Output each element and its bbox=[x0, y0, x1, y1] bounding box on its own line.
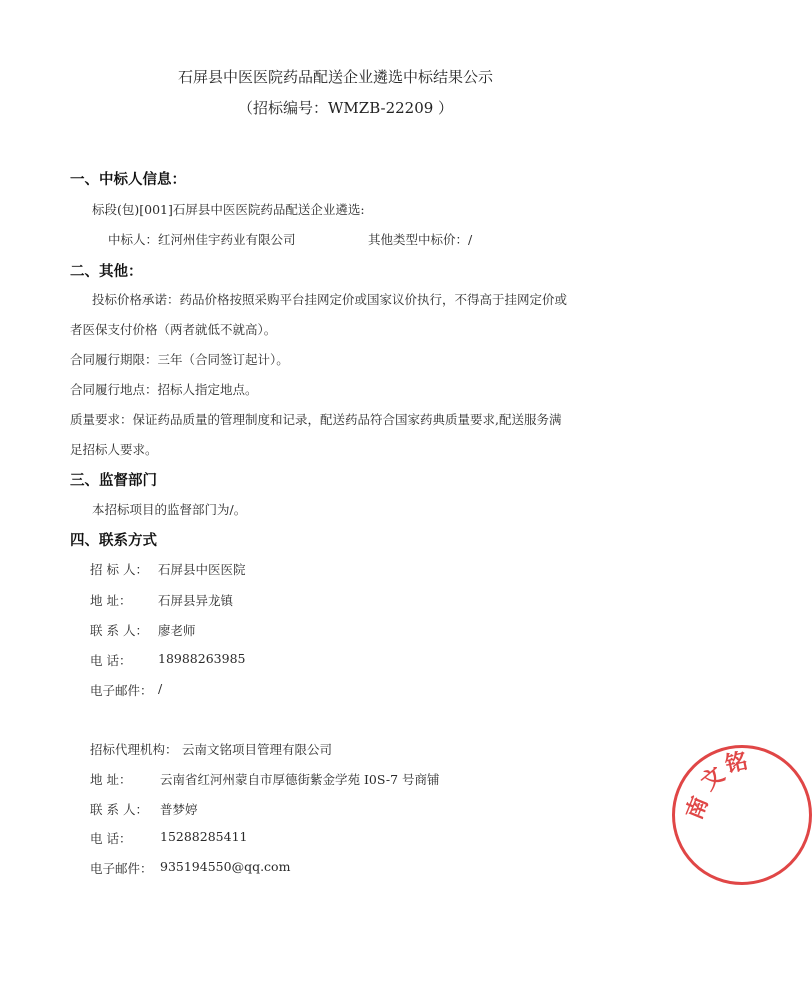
buyer-email-value: / bbox=[158, 681, 163, 696]
section-heading-other: 二、其他： bbox=[70, 264, 143, 280]
buyer-address-value: 石屏县异龙镇 bbox=[158, 593, 234, 608]
document-subtitle: （招标编号：WMZB-22209 ） bbox=[238, 99, 454, 117]
buyer-phone-value: 18988263985 bbox=[158, 651, 246, 666]
section-heading-supervision: 三、监督部门 bbox=[70, 473, 157, 489]
price-commitment-line-2: 者医保支付价格（两者就低不就高）。 bbox=[70, 322, 277, 337]
seal-char: 南 bbox=[682, 793, 714, 824]
winner-name: 中标人：红河州佳宇药业有限公司 bbox=[108, 232, 296, 247]
agency-email-value: 935194550@qq.com bbox=[160, 859, 291, 874]
agency-phone-label: 电 话： bbox=[90, 831, 132, 846]
agency-contact-value: 普梦婷 bbox=[160, 802, 198, 817]
quality-requirement-line-1: 质量要求：保证药品质量的管理制度和记录，配送药品符合国家药典质量要求,配送服务满 bbox=[70, 412, 562, 427]
agency-value: 云南文铭项目管理有限公司 bbox=[182, 742, 333, 757]
agency-email-label: 电子邮件： bbox=[90, 861, 153, 876]
buyer-contact-value: 廖老师 bbox=[158, 623, 196, 638]
buyer-value: 石屏县中医医院 bbox=[158, 562, 246, 577]
winner-price: 其他类型中标价：/ bbox=[368, 232, 473, 247]
price-commitment-line-1: 投标价格承诺：药品价格按照采购平台挂网定价或国家议价执行，不得高于挂网定价或 bbox=[92, 292, 568, 307]
agency-address-label: 地 址： bbox=[90, 772, 132, 787]
seal-char: 铭 bbox=[723, 748, 750, 778]
document-title: 石屏县中医医院药品配送企业遴选中标结果公示 bbox=[178, 68, 494, 86]
buyer-label: 招 标 人： bbox=[90, 562, 148, 577]
contract-term: 合同履行期限：三年（合同签订起计）。 bbox=[70, 352, 289, 367]
quality-requirement-line-2: 足招标人要求。 bbox=[70, 442, 158, 457]
buyer-address-label: 地 址： bbox=[90, 593, 132, 608]
seal-char: 文 bbox=[696, 762, 730, 796]
buyer-email-label: 电子邮件： bbox=[90, 683, 153, 698]
section-heading-contact: 四、联系方式 bbox=[70, 533, 157, 549]
buyer-contact-label: 联 系 人： bbox=[90, 623, 148, 638]
agency-phone-value: 15288285411 bbox=[160, 829, 248, 844]
lot-description: 标段(包)[001]石屏县中医医院药品配送企业遴选: bbox=[92, 202, 365, 217]
contract-location: 合同履行地点：招标人指定地点。 bbox=[70, 382, 258, 397]
supervision-text: 本招标项目的监督部门为/。 bbox=[92, 502, 247, 517]
agency-address-value: 云南省红河州蒙自市厚德街紫金学苑 I0S-7 号商铺 bbox=[160, 772, 440, 787]
agency-label: 招标代理机构： bbox=[90, 742, 178, 757]
company-seal bbox=[672, 745, 812, 885]
section-heading-winner-info: 一、中标人信息： bbox=[70, 172, 186, 188]
agency-contact-label: 联 系 人： bbox=[90, 802, 148, 817]
buyer-phone-label: 电 话： bbox=[90, 653, 132, 668]
